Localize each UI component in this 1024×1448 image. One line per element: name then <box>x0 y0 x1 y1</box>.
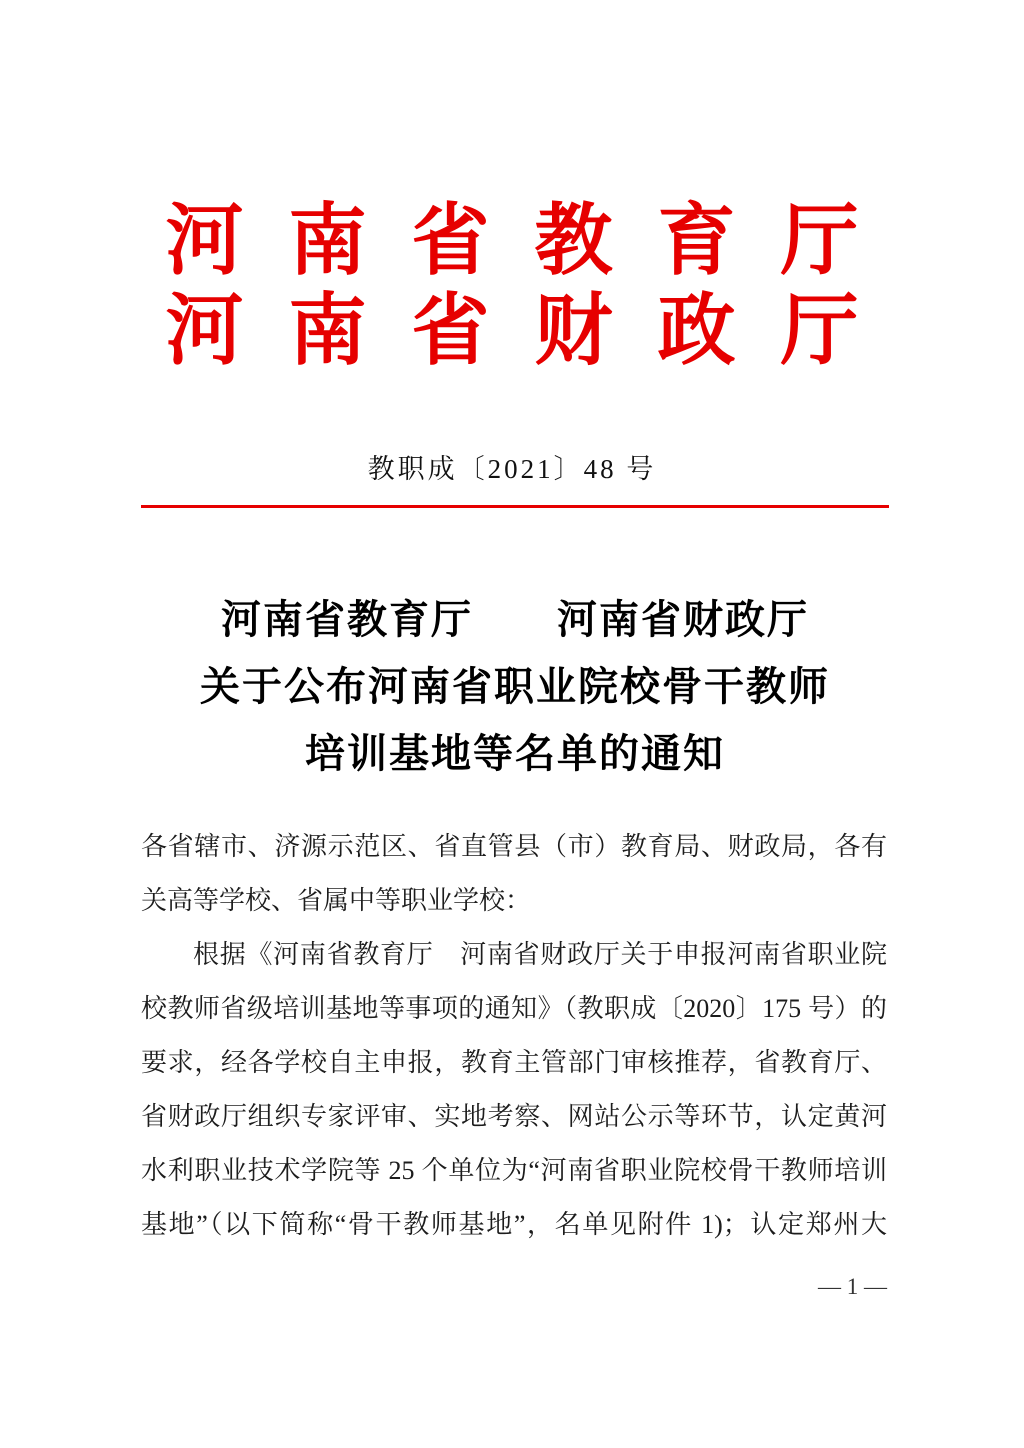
red-divider-rule <box>141 505 889 508</box>
agency-name-education: 河南省教育厅 <box>165 197 904 284</box>
body-line: 校教师省级培训基地等事项的通知》（教职成〔2020〕175 号）的 <box>141 994 887 1023</box>
title-line-1: 河南省教育厅 河南省财政厅 <box>221 597 809 642</box>
title-line-2: 关于公布河南省职业院校骨干教师 <box>200 664 830 709</box>
document-body <box>141 820 887 1252</box>
document-title <box>141 586 889 787</box>
body-line: 省财政厅组织专家评审、实地考察、网站公示等环节，认定黄河 <box>141 1102 887 1131</box>
title-line-3: 培训基地等名单的通知 <box>305 731 725 776</box>
body-line: 基地”（以下简称“骨干教师基地”，名单见附件 1)；认定郑州大 <box>141 1210 887 1239</box>
body-line: 各省辖市、济源示范区、省直管县（市）教育局、财政局，各有 <box>141 832 887 861</box>
body-line: 水利职业技术学院等 25 个单位为“河南省职业院校骨干教师培训 <box>141 1156 887 1185</box>
body-line: 根据《河南省教育厅 河南省财政厅关于申报河南省职业院 <box>193 940 887 969</box>
agency-name-finance: 河南省财政厅 <box>165 287 904 374</box>
document-number: 教职成〔2021〕48 号 <box>367 454 657 484</box>
body-line: 关高等学校、省属中等职业学校： <box>141 886 532 915</box>
page-number: — 1 — <box>818 1274 887 1299</box>
body-line: 要求，经各学校自主申报，教育主管部门审核推荐，省教育厅、 <box>141 1048 887 1077</box>
agency-header <box>0 196 1024 376</box>
